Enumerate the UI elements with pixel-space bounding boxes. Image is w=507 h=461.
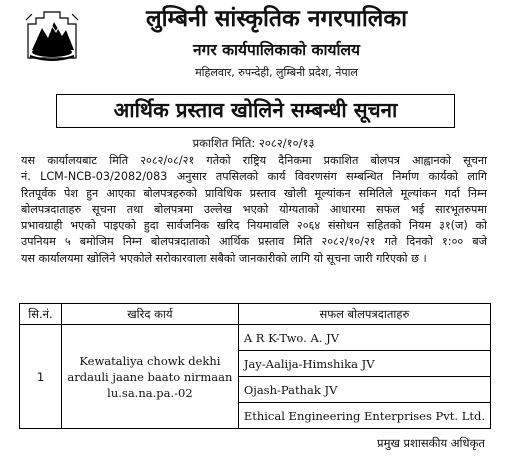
office-address: महिलवार, रुपन्देही, लुम्बिनी प्रदेश, नेपाल (195, 66, 358, 79)
bidder-name: Ethical Engineering Enterprises Pvt. Ltd. (238, 403, 490, 429)
signature-designation: प्रमुख प्रशासकीय अधिकृत (377, 436, 485, 450)
bidder-name: A R K-Two. A. JV (238, 325, 490, 351)
notice-body-line: प्रभावग्राही भएको पाइएको हुदा सार्वजनिक खरिद नियमावलि २०६४ संसोधन सहितको नियम ३१(ज) को (21, 219, 487, 233)
notice-title: आर्थिक प्रस्ताव खोलिने सम्बन्धी सूचना (56, 94, 455, 128)
procurement-work: Kewataliya chowk dekhi ardauli jaane baato nirmaan lu.sa.na.pa.-02 (62, 325, 239, 429)
header-procurement-work: खरिद कार्य (62, 304, 239, 325)
published-date: प्रकाशित मिति: २०८२/१०/१३ (192, 136, 315, 150)
header-successful-bidders: सफल बोलपत्रदाताहरु (238, 304, 490, 325)
table-header-row (20, 304, 491, 325)
bidder-name: Ojash-Pathak JV (238, 377, 490, 403)
office-name: नगर कार्यपालिकाको कार्यालय (193, 41, 360, 59)
notice-body-line: यस कार्यालयबाट मिति २०८२/०८/२१ गतेको राष्ट्रिय दैनिकमा प्रकाशित बोलपत्र आह्वानको सूचना (21, 154, 487, 167)
table-row (20, 325, 491, 351)
serial-number: 1 (20, 325, 62, 429)
notice-body-line: यस कार्यालयमा खोलिने भएकोले सरोकारवाला सबैको जानकारीको लागि यो सूचना जारी गरिएको छ । (21, 251, 427, 265)
notice-body-line: नं. LCM-NCB-03/2082/083 अनुसार तपसिलको कार्य विवरणसंग सम्बन्धित निर्माण कार्यको लागि (21, 170, 487, 184)
municipality-name: लुम्बिनी सांस्कृतिक नगरपालिका (145, 6, 408, 32)
header-serial: सि.नं. (20, 304, 62, 325)
notice-body-line: उपनियम ५ बमोजिम निम्न बोलपत्रदाताको आर्थिक प्रस्ताव मिति २०८२/१०/२१ गते दिनको १:०० बजे (21, 235, 487, 249)
notice-body-line: बोलपत्रदाताहरु सूचना तथा बोलपत्रमा उल्लेख भएको योग्यताको आधारमा सफल भई सारभूतरुपमा (21, 202, 487, 216)
bidders-table (19, 303, 491, 429)
bidder-name: Jay-Aalija-Himshika JV (238, 351, 490, 377)
notice-body (21, 153, 487, 267)
notice-body-line: रितपूर्वक पेश हुन आएका बोलपत्रहरुको प्राविधिक प्रस्ताव खोली मूल्यांकन समितिले मूल्यांकन गर्दा निम्न (21, 186, 487, 200)
